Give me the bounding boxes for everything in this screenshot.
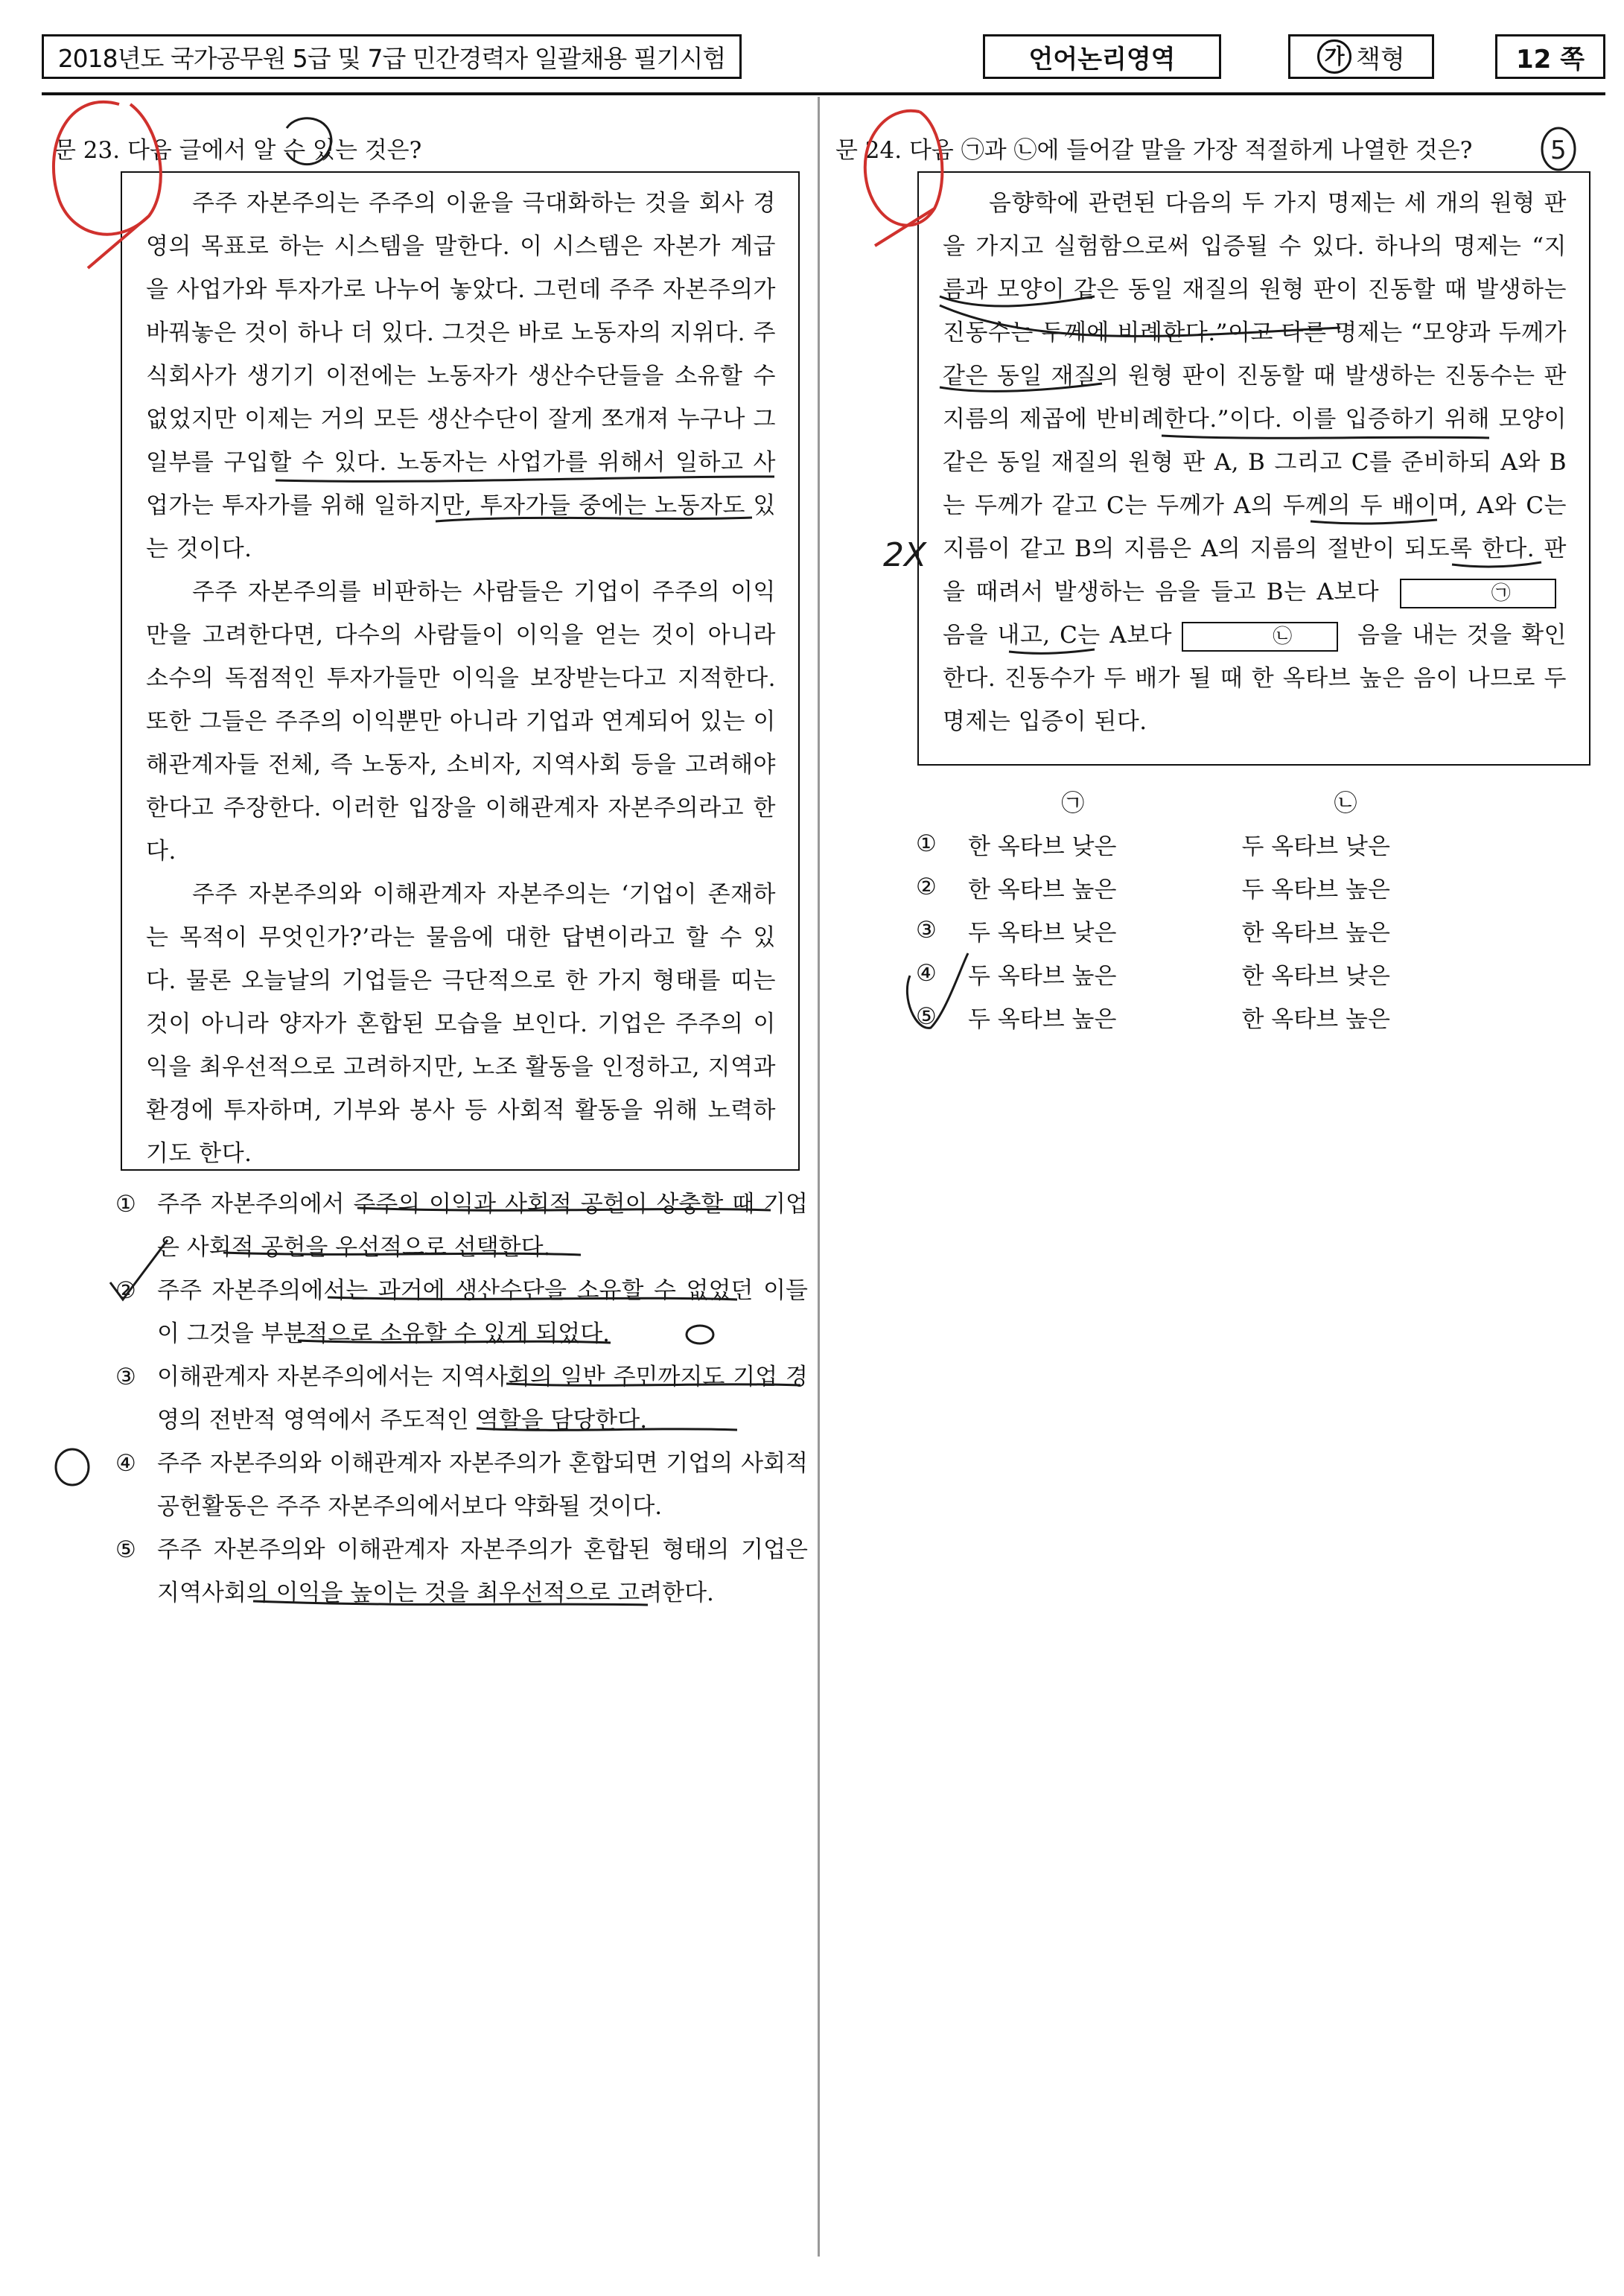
q23-paragraph-3: 주주 자본주의와 이해관계자 자본주의는 ‘기업이 존재하는 목적이 무엇인가?’라는 물음에 대한 답변이라고 할 수 있다. 물론 오늘날의 기업들은 극단적으로 한 가지 형태를 띠는 것이 아니라 양자가 혼합된 모습을 보인다. 기업은 주주의 이익을 최우선적으로 고려하지만, 노조 활동을 인정하고, 지역과 환경에 투자하며, 기부와 봉사 등 사회적 활동을 위해 노력하기도 한다. bbox=[146, 881, 776, 1167]
pen-answer-mark-q24: 5 bbox=[1550, 136, 1567, 165]
option-b: 한 옥타브 높은 bbox=[1241, 1005, 1390, 1033]
q24-options-header bbox=[916, 779, 1437, 822]
option-b: 한 옥타브 높은 bbox=[1241, 919, 1390, 947]
option-a: 한 옥타브 낮은 bbox=[968, 833, 1117, 860]
choice-text: 주주 자본주의에서 주주의 이익과 사회적 공헌이 상충할 때 기업은 사회적 공헌을 우선적으로 선택한다. bbox=[157, 1191, 808, 1261]
choice-number: ④ bbox=[115, 1450, 136, 1477]
choice-text: 이해관계자 자본주의에서는 지역사회의 일반 주민까지도 기업 경영의 전반적 영역에서 주도적인 역할을 담당한다. bbox=[157, 1364, 808, 1434]
choice-number: ① bbox=[115, 1191, 136, 1218]
q24-option-2[interactable] bbox=[916, 865, 1437, 909]
pen-margin-mark-q24: 2X bbox=[883, 536, 927, 574]
q23-choice-1[interactable] bbox=[115, 1183, 808, 1269]
q24-paragraph bbox=[943, 182, 1567, 743]
option-b: 두 옥타브 낮은 bbox=[1241, 833, 1390, 860]
q24-option-4[interactable] bbox=[916, 952, 1437, 995]
booklet-type-label: 책형 bbox=[1356, 44, 1405, 74]
pen-answer-circle-q24 bbox=[1542, 128, 1575, 170]
q23-choices bbox=[115, 1183, 808, 1615]
page-number: 12 쪽 bbox=[1495, 34, 1605, 79]
option-number: ② bbox=[916, 874, 937, 900]
q23-paragraph-2: 주주 자본주의를 비판하는 사람들은 기업이 주주의 이익만을 고려한다면, 다수의 사람들이 이익을 얻는 것이 아니라 소수의 독점적인 투자가들만 이익을 보장받는다고 지적한다. 또한 그들은 주주의 이익뿐만 아니라 기업과 연계되어 있는 이해관계자들 전체, 즉 노동자, 소비자, 지역사회 등을 고려해야 한다고 주장한다. 이러한 입장을 이해관계자 자본주의라고 한다. bbox=[146, 579, 776, 865]
q24-option-5[interactable] bbox=[916, 995, 1437, 1038]
choice-text: 주주 자본주의와 이해관계자 자본주의가 혼합되면 기업의 사회적 공헌활동은 주주 자본주의에서보다 약화될 것이다. bbox=[157, 1450, 808, 1520]
q24-after-blank-2: 음을 내는 것을 확인한다. 진동수가 두 배가 될 때 한 옥타브 높은 음이 나므로 두 명제는 입증이 된다. bbox=[943, 622, 1567, 735]
q23-choice-4[interactable] bbox=[115, 1442, 808, 1528]
subject-area: 언어논리영역 bbox=[983, 34, 1221, 79]
q24-option-1[interactable] bbox=[916, 822, 1437, 865]
q23-choice-2[interactable] bbox=[115, 1269, 808, 1355]
q23-paragraph-1: 주주 자본주의는 주주의 이윤을 극대화하는 것을 회사 경영의 목표로 하는 시스템을 말한다. 이 시스템은 자본가 계급을 사업가와 투자가로 나누어 놓았다. 그런데 주주 자본주의가 바꿔놓은 것이 하나 더 있다. 그것은 바로 노동자의 지위다. 주식회사가 생기기 이전에는 노동자가 생산수단들을 소유할 수 없었지만 이제는 거의 모든 생산수단이 잘게 쪼개져 누구나 그 일부를 구입할 수 있다. 노동자는 사업가를 위해서 일하고 사업가는 투자가를 위해 일하지만, 투자가들 중에는 노동자도 있는 것이다. bbox=[146, 190, 776, 562]
q24-passage bbox=[917, 171, 1590, 766]
header-blank-a: ㉠ bbox=[1061, 789, 1085, 817]
blank-label: ㉠ bbox=[1491, 582, 1512, 605]
option-number: ① bbox=[916, 830, 937, 857]
option-number: ⑤ bbox=[916, 1003, 937, 1030]
booklet-type bbox=[1288, 34, 1434, 79]
q24-blank-2[interactable] bbox=[1182, 622, 1338, 652]
q24-title: 문 24. 다음 ㉠과 ㉡에 들어갈 말을 가장 적절하게 나열한 것은? bbox=[835, 137, 1473, 164]
booklet-mark: 가 bbox=[1317, 39, 1351, 74]
choice-number: ③ bbox=[115, 1364, 136, 1390]
header-rule bbox=[42, 92, 1605, 95]
header-blank-b: ㉡ bbox=[1334, 789, 1357, 817]
exam-title: 2018년도 국가공무원 5급 및 7급 민간경력자 일괄채용 필기시험 bbox=[42, 34, 742, 79]
q23-passage bbox=[121, 171, 800, 1171]
option-a: 두 옥타브 높은 bbox=[968, 962, 1117, 990]
blank-label: ㉡ bbox=[1273, 625, 1293, 648]
q23-title: 문 23. 다음 글에서 알 수 있는 것은? bbox=[54, 137, 422, 164]
option-b: 두 옥타브 높은 bbox=[1241, 876, 1390, 903]
q24-paragraph-text: 음향학에 관련된 다음의 두 가지 명제는 세 개의 원형 판을 가지고 실험함으로써 입증될 수 있다. 하나의 명제는 “지름과 모양이 같은 동일 재질의 원형 판이 진동할 때 발생하는 진동수는 두께에 비례한다.”이고 다른 명제는 “모양과 두께가 같은 동일 재질의 원형 판이 진동할 때 발생하는 진동수는 판 지름의 제곱에 반비례한다.”이다. 이를 입증하기 위해 모양이 같은 동일 재질의 원형 판 A, B 그리고 C를 준비하되 A와 B는 두께가 같고 C는 두께가 A의 두께의 두 배이며, A와 C는 지름이 같고 B의 지름은 A의 지름의 절반이 되도록 한다. 판을 때려서 발생하는 음을 들고 B는 A보다 bbox=[943, 190, 1567, 605]
option-b: 한 옥타브 낮은 bbox=[1241, 962, 1390, 990]
q24-blank-1[interactable] bbox=[1400, 579, 1556, 608]
choice-number: ② bbox=[115, 1277, 136, 1304]
choice-text: 주주 자본주의와 이해관계자 자본주의가 혼합된 형태의 기업은 지역사회의 이익을 높이는 것을 최우선적으로 고려한다. bbox=[157, 1536, 808, 1606]
option-a: 두 옥타브 낮은 bbox=[968, 919, 1117, 947]
choice-text: 주주 자본주의에서는 과거에 생산수단을 소유할 수 없었던 이들이 그것을 부분적으로 소유할 수 있게 되었다. bbox=[157, 1277, 808, 1347]
q24-after-blank-1: 음을 내고, C는 A보다 bbox=[943, 622, 1173, 649]
option-a: 두 옥타브 높은 bbox=[968, 1005, 1117, 1033]
option-a: 한 옥타브 높은 bbox=[968, 876, 1117, 903]
q23-choice-3[interactable] bbox=[115, 1355, 808, 1442]
option-number: ③ bbox=[916, 917, 937, 944]
column-divider bbox=[818, 97, 820, 2257]
option-number: ④ bbox=[916, 960, 937, 987]
pen-circle-choice-4 bbox=[56, 1449, 89, 1485]
q24-option-3[interactable] bbox=[916, 909, 1437, 952]
choice-number: ⑤ bbox=[115, 1536, 136, 1563]
q24-options-table bbox=[916, 779, 1437, 1038]
q23-choice-5[interactable] bbox=[115, 1528, 808, 1615]
